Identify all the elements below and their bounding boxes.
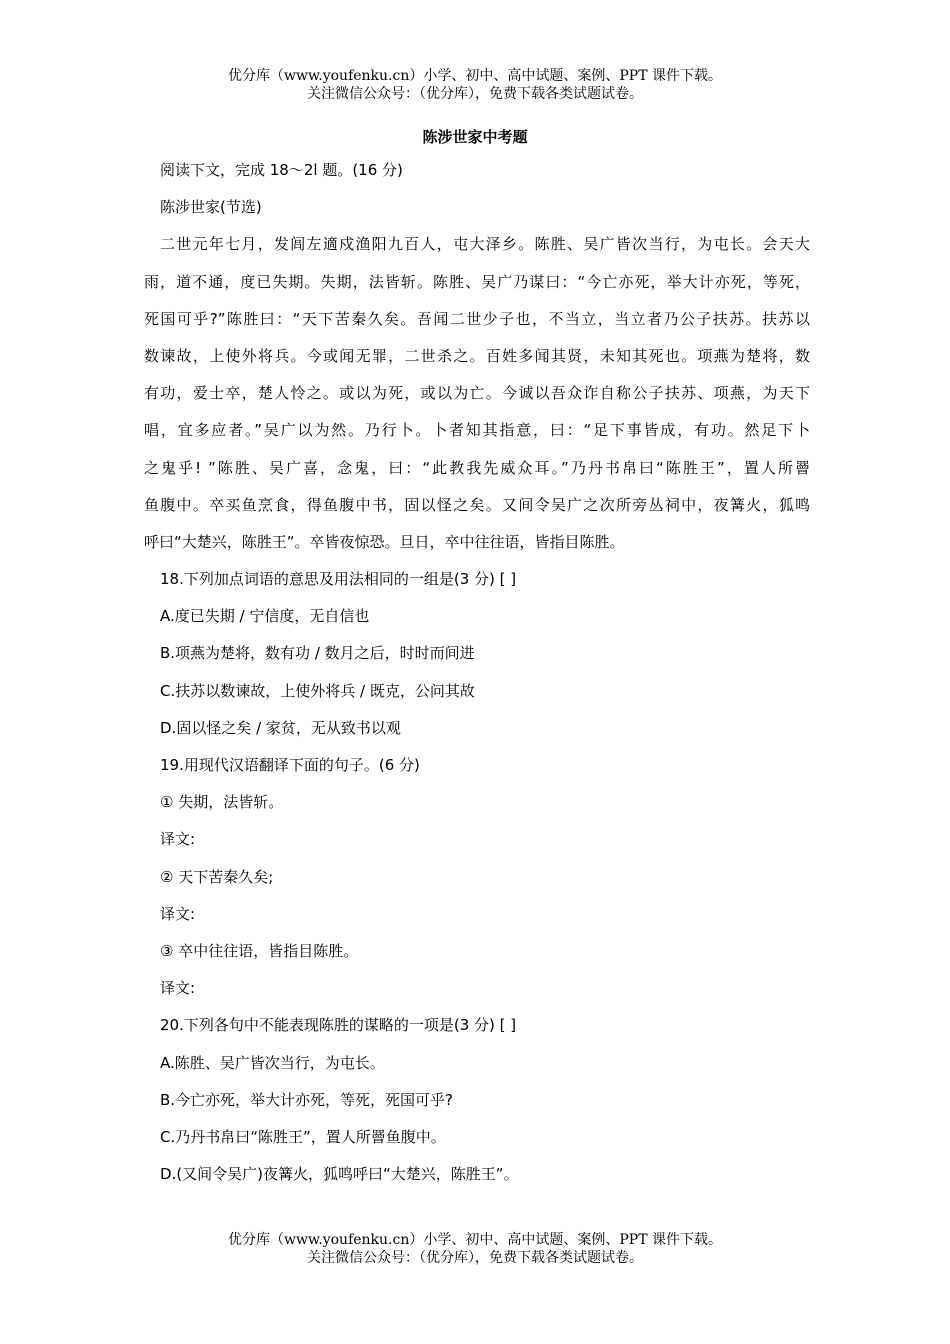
question-20: 20.下列各句中不能表现陈胜的谋略的一项是(3 分) [ ] xyxy=(160,1016,517,1035)
passage-line: 唱，宜多应者。”吴广以为然。乃行卜。卜者知其指意，曰：“足下事皆成，有功。然足下卜 xyxy=(144,421,810,440)
option-d: D.(又间令吴广)夜篝火，狐鸣呼曰“大楚兴，陈胜王”。 xyxy=(160,1165,519,1184)
sentence-1: ① 失期，法皆斩。 xyxy=(160,793,284,812)
reading-instruction: 阅读下文，完成 18～2l 题。(16 分) xyxy=(160,161,403,179)
footer-line-2: 关注微信公众号：（优分库），免费下载各类试题试卷。 xyxy=(307,1250,643,1266)
passage-line: 呼曰“大楚兴，陈胜王”。卒皆夜惊恐。旦日，卒中往往语，皆指目陈胜。 xyxy=(144,532,625,551)
passage-line: 二世元年七月，发闾左適戍渔阳九百人，屯大泽乡。陈胜、吴广皆次当行，为屯长。会天大 xyxy=(160,235,810,254)
option-c: C.乃丹书帛曰“陈胜王”，置人所罾鱼腹中。 xyxy=(160,1127,446,1146)
question-18: 18.下列加点词语的意思及用法相同的一组是(3 分) [ ] xyxy=(160,570,517,589)
translation-label: 译文: xyxy=(160,904,196,923)
document-title: 陈涉世家中考题 xyxy=(422,128,528,146)
passage-title: 陈涉世家(节选) xyxy=(160,198,262,217)
option-d: D.固以怪之矣 / 家贫，无从致书以观 xyxy=(160,718,401,737)
passage-line: 鱼腹中。卒买鱼烹食，得鱼腹中书，固以怪之矣。又间令吴广之次所旁丛祠中，夜篝火，狐鸣 xyxy=(144,495,810,514)
page-footer xyxy=(0,1231,950,1267)
translation-label: 译文: xyxy=(160,830,196,849)
sentence-2: ② 天下苦秦久矣; xyxy=(160,867,274,886)
passage-line: 雨，道不通，度已失期。失期，法皆斩。陈胜、吴广乃谋曰：“今亡亦死，举大计亦死，等死， xyxy=(144,272,810,291)
passage-line: 之鬼乎! ”陈胜、吴广喜，念鬼，曰：“此教我先威众耳。”乃丹书帛曰“陈胜王”，置人所罾 xyxy=(144,458,810,477)
question-19: 19.用现代汉语翻译下面的句子。(6 分) xyxy=(160,756,420,774)
translation-label: 译文: xyxy=(160,979,196,998)
passage-line: 数谏故，上使外将兵。今或闻无罪，二世杀之。百姓多闻其贤，未知其死也。项燕为楚将，数 xyxy=(144,346,810,365)
passage-line: 死国可乎?”陈胜曰：“天下苦秦久矣。吾闻二世少子也，不当立，当立者乃公子扶苏。扶苏以 xyxy=(144,309,810,328)
option-a: A.陈胜、吴广皆次当行，为屯长。 xyxy=(160,1053,385,1072)
option-b: B.项燕为楚将，数有功 / 数月之后，时时而间进 xyxy=(160,644,475,663)
footer-line-1: 优分库（www.youfenku.cn）小学、初中、高中试题、案例、PPT 课件下载。 xyxy=(227,1232,722,1248)
page-header xyxy=(0,67,950,103)
header-line-2: 关注微信公众号：（优分库），免费下载各类试题试卷。 xyxy=(307,86,643,102)
question-list xyxy=(144,565,810,1197)
passage-text xyxy=(144,230,810,565)
option-a: A.度已失期 / 宁信度，无自信也 xyxy=(160,607,370,626)
option-c: C.扶苏以数谏故，上使外将兵 / 既克，公问其故 xyxy=(160,681,475,700)
document-body xyxy=(144,156,810,1197)
sentence-3: ③ 卒中往往语，皆指目陈胜。 xyxy=(160,941,359,960)
header-line-1: 优分库（www.youfenku.cn）小学、初中、高中试题、案例、PPT 课件下载。 xyxy=(227,68,722,84)
passage-line: 有功，爱士卒，楚人怜之。或以为死，或以为亡。今诚以吾众诈自称公子扶苏、项燕，为天下 xyxy=(144,384,810,403)
option-b: B.今亡亦死，举大计亦死，等死，死国可乎? xyxy=(160,1090,454,1109)
